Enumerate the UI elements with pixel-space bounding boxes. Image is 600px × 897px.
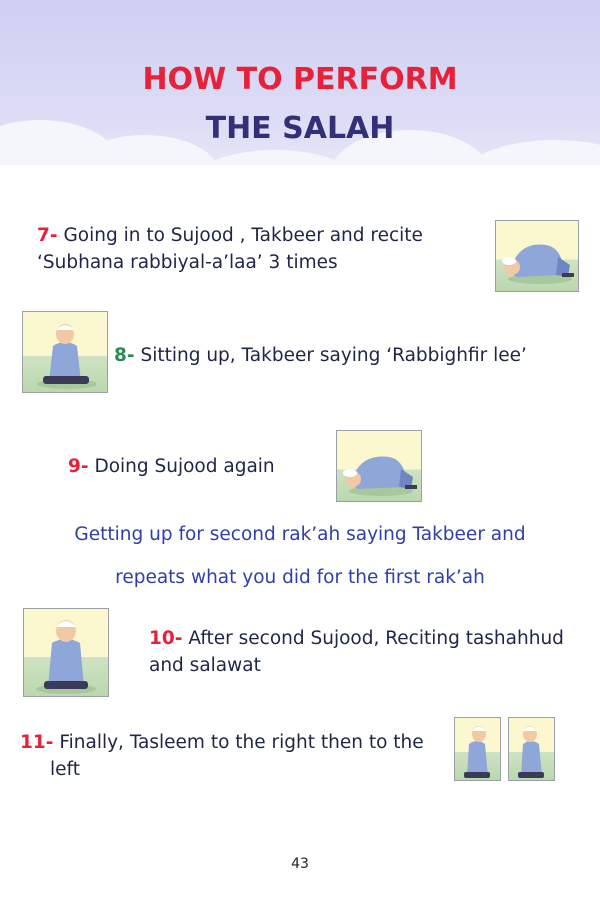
step-text: Doing Sujood again	[94, 456, 275, 477]
step-text-continued: and salawat	[149, 655, 261, 676]
step-number: 9-	[68, 456, 89, 477]
page-title-line2: THE SALAH	[205, 111, 395, 146]
page-title-line1: HOW TO PERFORM	[142, 62, 458, 97]
step-9	[68, 453, 275, 480]
sujood-illustration	[336, 430, 422, 502]
step-text: Finally, Tasleem to the right then to the	[59, 732, 424, 753]
step-number: 8-	[114, 345, 135, 366]
sitting-illustration	[23, 608, 109, 697]
step-7	[37, 222, 423, 276]
step-11	[20, 729, 424, 783]
step-text: Going in to Sujood , Takbeer and recite	[63, 225, 423, 246]
step-number: 11-	[20, 732, 54, 753]
step-text: After second Sujood, Reciting tashahhud	[188, 628, 564, 649]
step-number: 10-	[149, 628, 183, 649]
step-10	[149, 625, 564, 679]
tasleem-left-illustration	[508, 717, 555, 781]
page-number: 43	[291, 856, 309, 872]
step-number: 7-	[37, 225, 58, 246]
step-8	[114, 342, 527, 369]
step-text-continued: left	[50, 759, 80, 780]
step-text-continued: ‘Subhana rabbiyal-a’laa’ 3 times	[37, 252, 338, 273]
step-text: Sitting up, Takbeer saying ‘Rabbighfir lee’	[140, 345, 527, 366]
tasleem-right-illustration	[454, 717, 501, 781]
info-line-1: Getting up for second rak’ah saying Takbeer and	[74, 524, 526, 545]
info-line-2: repeats what you did for the first rak’ah	[115, 567, 485, 588]
sitting-illustration	[22, 311, 108, 393]
sujood-illustration	[495, 220, 579, 292]
